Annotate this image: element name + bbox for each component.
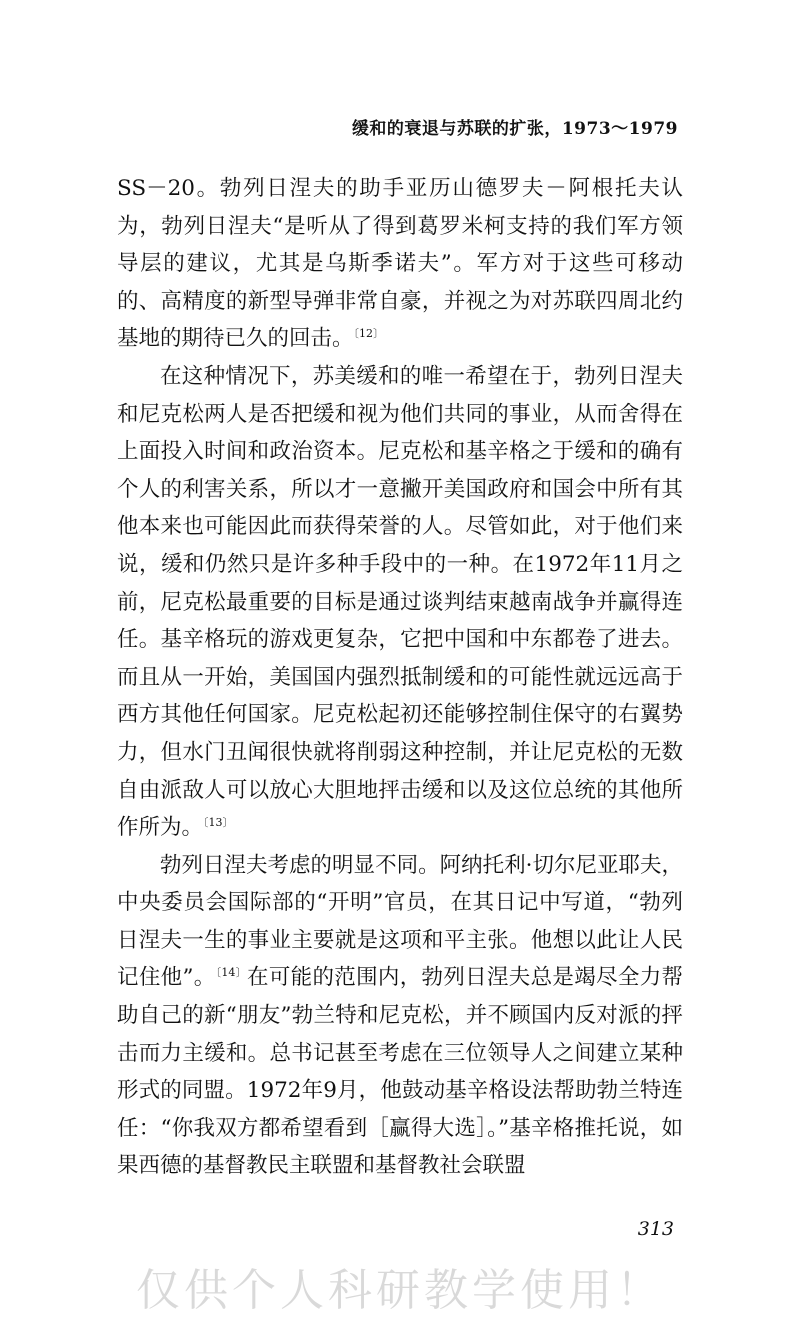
paragraph-text: 勃列日涅夫考虑的明显不同。阿纳托利·切尔尼亚耶夫，中央委员会国际部的“开明”官员，在其日记中写道，“勃列日涅夫一生的事业主要就是这项和平主张。他想以此让人民记住他”。 <box>117 852 683 991</box>
page-number: 313 <box>637 1218 674 1240</box>
body-text <box>117 170 683 1185</box>
paragraph <box>117 847 683 1185</box>
running-header: 缓和的衰退与苏联的扩张，1973～1979 <box>351 119 678 139</box>
watermark: 仅供个人科研教学使用！ <box>136 1265 664 1316</box>
footnote-marker: 〔14〕 <box>215 966 248 980</box>
paragraph-text: 在这种情况下，苏美缓和的唯一希望在于，勃列日涅夫和尼克松两人是否把缓和视为他们共同的事业，从而舍得在上面投入时间和政治资本。尼克松和基辛格之于缓和的确有个人的利害关系，所以才一意撇开美国政府和国会中所有其他本来也可能因此而获得荣誉的人。尽管如此，对于他们来说，缓和仍然只是许多种手段中的一种。在1972年11月之前，尼克松最重要的目标是通过谈判结束越南战争并赢得连任。基辛格玩的游戏更复杂，它把中国和中东都卷了进去。而且从一开始，美国国内强烈抵制缓和的可能性就远远高于西方其他任何国家。尼克松起初还能够控制住保守的右翼势力，但水门丑闻很快就将削弱这种控制，并让尼克松的无数自由派敌人可以放心大胆地抨击缓和以及这位总统的其他所作所为。 <box>117 363 683 841</box>
paragraph <box>117 170 683 358</box>
paragraph-text: 在可能的范围内，勃列日涅夫总是竭尽全力帮助自己的新“朋友”勃兰特和尼克松，并不顾国内反对派的抨击而力主缓和。总书记甚至考虑在三位领导人之间建立某种形式的同盟。1972年9月，他鼓动基辛格设法帮助勃兰特连任：“你我双方都希望看到［赢得大选］。”基辛格推托说，如果西德的基督教民主联盟和基督教社会联盟 <box>117 965 684 1179</box>
paragraph <box>117 358 683 847</box>
footnote-marker: 〔13〕 <box>203 815 234 829</box>
footnote-marker: 〔12〕 <box>353 327 385 341</box>
paragraph-text: SS－20。勃列日涅夫的助手亚历山德罗夫－阿根托夫认为，勃列日涅夫“是听从了得到葛罗米柯支持的我们军方领导层的建议，尤其是乌斯季诺夫”。军方对于这些可移动的、高精度的新型导弹非常自豪，并视之为对苏联四周北约基地的期待已久的回击。 <box>117 176 683 352</box>
